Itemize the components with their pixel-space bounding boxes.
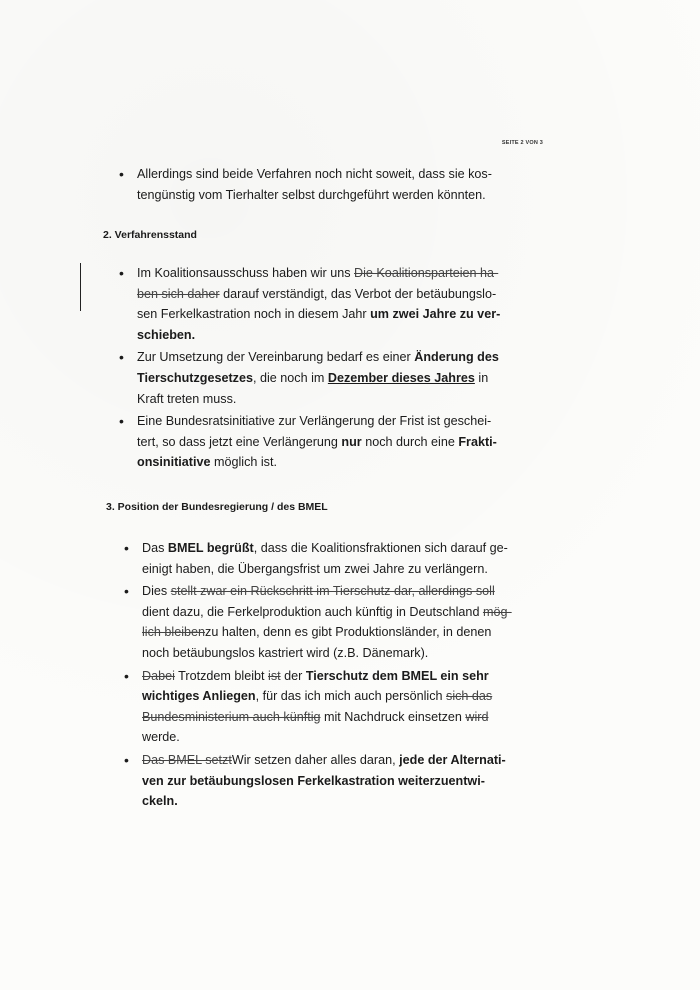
section-heading-verfahrensstand: 2. Verfahrensstand bbox=[103, 229, 197, 241]
intro-bullet-list bbox=[119, 164, 509, 207]
list-item: • Dies stellt zwar ein Rückschritt im Tierschutz dar, allerdings soll dient dazu, die Ferkelproduktion auch künftig in Deutschland mög-lich bleibenzu halten, denn es gibt Produktionsländer, in denen noch betäubungslos kastriert wird (z.B. Dänemark). bbox=[124, 581, 514, 663]
section3-bullet-list bbox=[124, 538, 514, 814]
list-item: • Dabei Trotzdem bleibt ist der Tierschutz dem BMEL ein sehr wichtiges Anliegen, für das ich mich auch persönlich sich das Bundesministerium auch künftig mit Nachdruck einsetzen wird werde. bbox=[124, 666, 514, 748]
list-item: • Das BMEL setztWir setzen daher alles daran, jede der Alternati-ven zur betäubungslosen Ferkelkastration weiterzuentwi-ckeln. bbox=[124, 750, 514, 812]
list-item: • Im Koalitionsausschuss haben wir uns Die Koalitionsparteien ha-ben sich daher darauf verständigt, das Verbot der betäubungslo-sen Ferkelkastration noch in diesem Jahr um zwei Jahre zu ver-schieben. bbox=[119, 263, 511, 345]
bullet-text: Allerdings sind beide Verfahren noch nicht soweit, dass sie kos-tengünstig vom Tierhalter selbst durchgeführt werden könnten. bbox=[137, 167, 492, 202]
list-item: • Das BMEL begrüßt, dass die Koalitionsfraktionen sich darauf ge-einigt haben, die Übergangsfrist um zwei Jahre zu verlängern. bbox=[124, 538, 514, 579]
list-item bbox=[119, 164, 509, 205]
section-heading-position: 3. Position der Bundesregierung / des BMEL bbox=[106, 501, 328, 513]
page-number: SEITE 2 VON 3 bbox=[501, 140, 543, 146]
list-item: • Zur Umsetzung der Vereinbarung bedarf es einer Änderung des Tierschutzgesetzes, die noch im Dezember dieses Jahres in Kraft treten muss. bbox=[119, 347, 511, 409]
section2-bullet-list bbox=[119, 263, 511, 475]
list-item: • Eine Bundesratsinitiative zur Verlängerung der Frist ist geschei-tert, so dass jetzt eine Verlängerung nur noch durch eine Frakti-onsinitiative möglich ist. bbox=[119, 411, 511, 473]
margin-change-bar bbox=[80, 263, 81, 311]
